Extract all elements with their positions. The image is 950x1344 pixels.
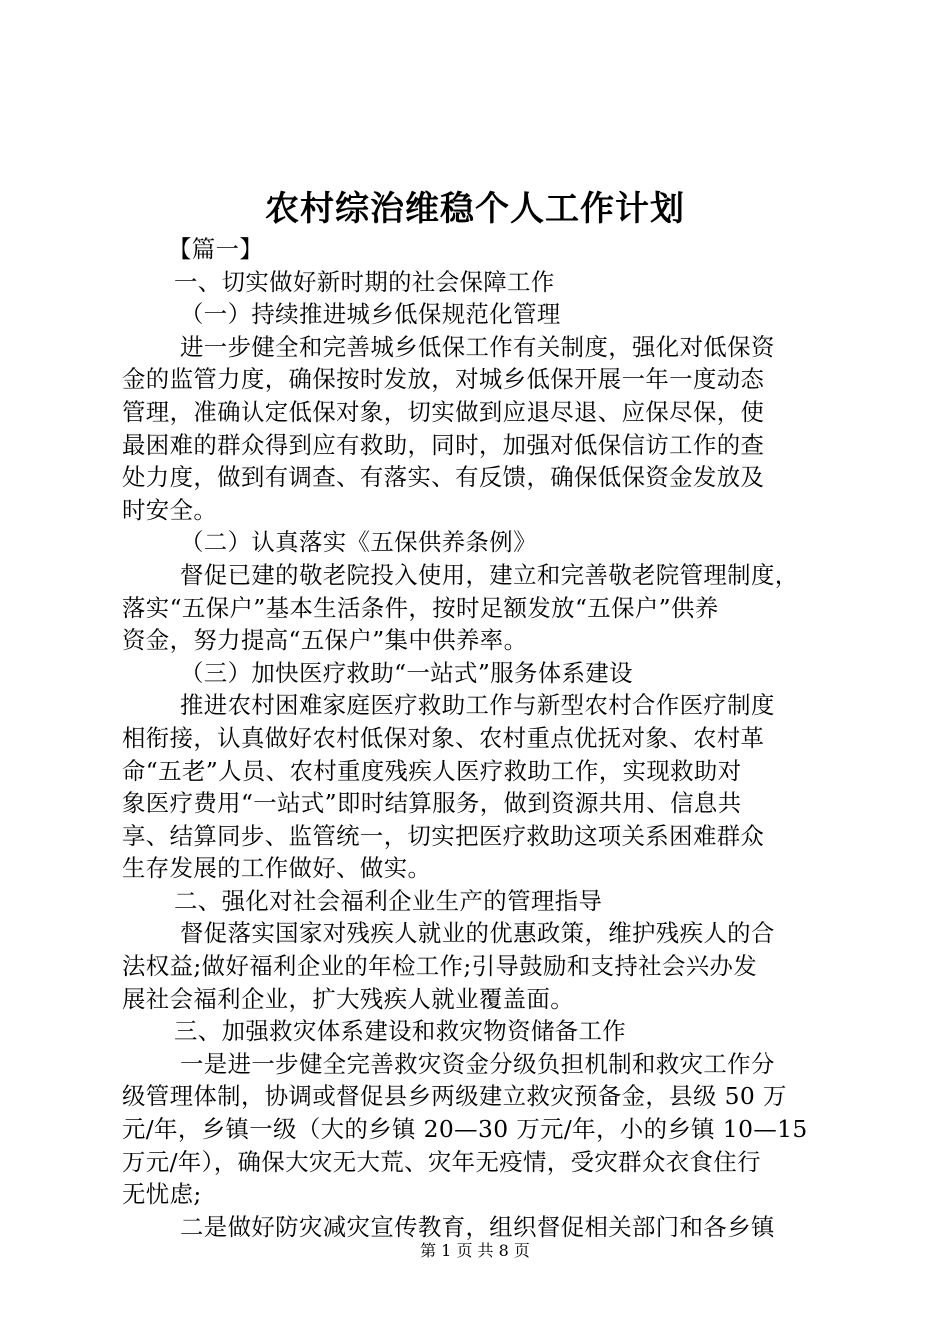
subsection-heading-2: （二）认真落实《五保供养条例》: [180, 528, 537, 557]
paragraph-line: 管理，准确认定低保对象，切实做到应退尽退、应保尽保，使: [122, 397, 765, 426]
paragraph-line: 落实“五保户”基本生活条件，按时足额发放“五保户”供养: [122, 593, 719, 622]
page-footer: 第 1 页 共 8 页: [420, 1241, 530, 1260]
paragraph-line: 进一步健全和完善城乡低保工作有关制度，强化对低保资: [180, 332, 775, 361]
paragraph-line: 时安全。: [122, 495, 218, 524]
paragraph-line: 万元/年），确保大灾无大荒、灾年无疫情，受灾群众衣食住行: [122, 1147, 761, 1176]
paragraph-line: 推进农村困难家庭医疗救助工作与新型农村合作医疗制度: [180, 691, 775, 720]
section-heading-3: 三、加强救灾体系建设和救灾物资储备工作: [174, 1017, 627, 1046]
paragraph-line: 享、结算同步、监管统一，切实把医疗救助这项关系困难群众: [122, 821, 765, 850]
paragraph-line: 资金，努力提高“五保户”集中供养率。: [122, 626, 528, 655]
paragraph-line: 最困难的群众得到应有救助，同时，加强对低保信访工作的查: [122, 430, 765, 459]
document-body: [122, 233, 834, 1243]
paragraph-line: 督促落实国家对残疾人就业的优惠政策，维护残疾人的合: [180, 919, 775, 948]
paragraph-line: 展社会福利企业，扩大残疾人就业覆盖面。: [122, 984, 575, 1013]
paragraph-line: 元/年，乡镇一级（大的乡镇 20—30 万元/年，小的乡镇 10—15: [122, 1115, 808, 1144]
paragraph-line: 一是进一步健全完善救灾资金分级负担机制和救灾工作分: [180, 1049, 775, 1078]
subsection-heading-3: （三）加快医疗救助“一站式”服务体系建设: [180, 658, 633, 687]
subsection-heading-1: （一）持续推进城乡低保规范化管理: [180, 300, 561, 329]
paragraph-line: 法权益;做好福利企业的年检工作;引导鼓励和支持社会兴办发: [122, 952, 758, 981]
paragraph-line: 二是做好防灾减灾宣传教育，组织督促相关部门和各乡镇: [180, 1212, 775, 1241]
paragraph-line: 命“五老”人员、农村重度残疾人医疗救助工作，实现救助对: [122, 756, 742, 785]
section-heading-1: 一、切实做好新时期的社会保障工作: [174, 267, 555, 296]
document-title: 农村综治维稳个人工作计划: [265, 189, 685, 229]
paragraph-line: 生存发展的工作做好、做实。: [122, 854, 432, 883]
section-label: 【篇一】: [168, 235, 264, 263]
paragraph-line: 相衔接，认真做好农村低保对象、农村重点优抚对象、农村革: [122, 723, 765, 752]
paragraph-line: 处力度，做到有调查、有落实、有反馈，确保低保资金发放及: [122, 463, 765, 492]
section-heading-2: 二、强化对社会福利企业生产的管理指导: [174, 886, 603, 915]
paragraph-line: 无忧虑;: [122, 1180, 202, 1209]
paragraph-line: 象医疗费用“一站式”即时结算服务，做到资源共用、信息共: [122, 789, 742, 818]
paragraph-line: 督促已建的敬老院投入使用，建立和完善敬老院管理制度，: [180, 560, 799, 589]
paragraph-line: 级管理体制，协调或督促县乡两级建立救灾预备金，县级 50 万: [122, 1082, 787, 1111]
paragraph-line: 金的监管力度，确保按时发放，对城乡低保开展一年一度动态: [122, 365, 765, 394]
